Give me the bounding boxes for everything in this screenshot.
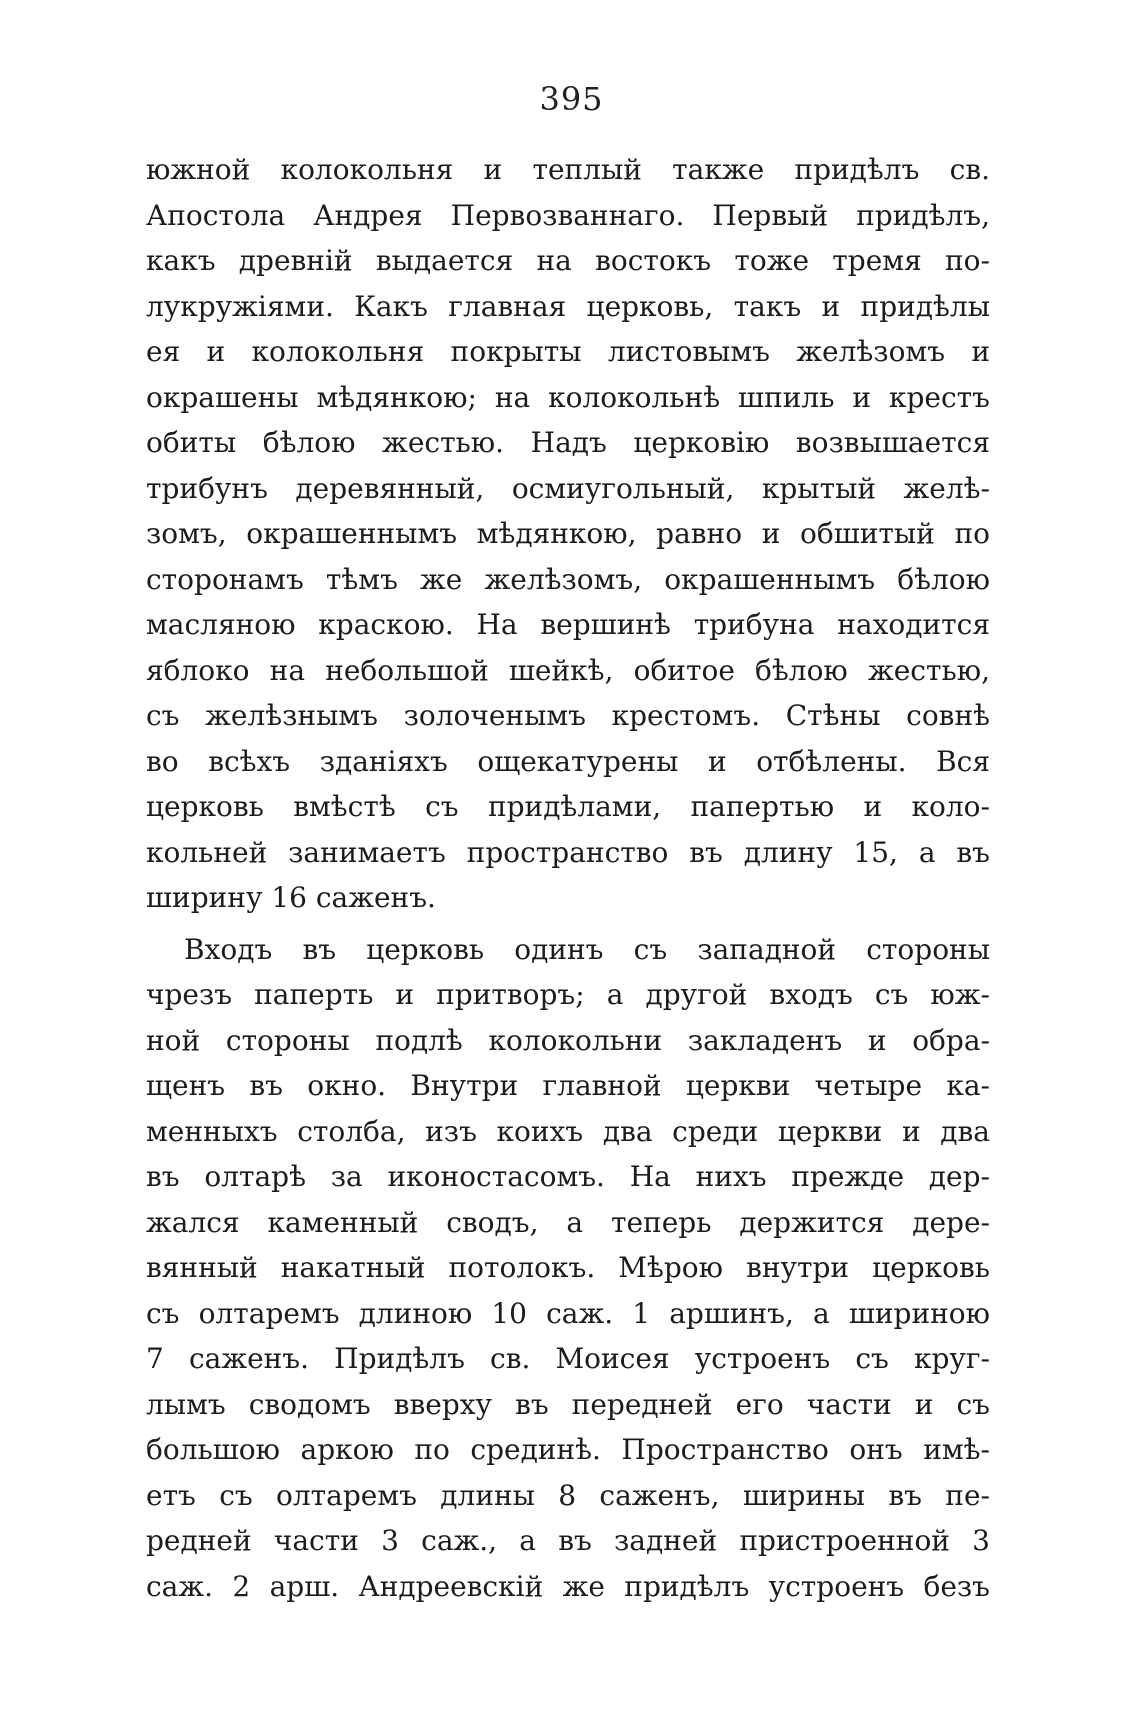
text-line: трибунъ деревянный, осмиугольный, крытый желѣ- [146,471,990,505]
text-line: окрашены мѣдянкою; на колокольнѣ шпиль и крестъ [146,380,990,414]
text-line: вянный накатный потолокъ. Мѣрою внутри церковь [146,1251,990,1284]
body-text [146,147,990,1609]
text-line: лымъ сводомъ вверху въ передней его части и съ [146,1387,990,1421]
text-line: масляною краскою. На вершинѣ трибуна находится [146,608,990,641]
text-line: лукружіями. Какъ главная церковь, такъ и придѣлы [146,289,990,323]
text-line: Входъ въ церковь одинъ съ западной стороны [184,932,990,966]
text-line: съ олтаремъ длиною 10 саж. 1 аршинъ, а шириною [146,1296,990,1330]
text-line: церковь вмѣстѣ съ придѣлами, папертью и коло- [146,790,990,823]
text-line: обиты бѣлою жестью. Надъ церковію возвышается [146,426,990,459]
text-line: редней части 3 саж., а въ задней пристроенной 3 [146,1524,990,1557]
text-line: кольней занимаетъ пространство въ длину 15, а въ [146,835,990,869]
text-line: менныхъ столба, изъ коихъ два среди церкви и два [146,1114,990,1148]
text-line: Апостола Андрея Первозваннаго. Первый придѣлъ, [146,198,990,232]
page-number: 395 [539,80,604,118]
text-line: съ желѣзнымъ золоченымъ крестомъ. Стѣны совнѣ [146,699,990,732]
paragraph [146,147,990,921]
text-line: саж. 2 арш. Андреевскій же придѣлъ устроенъ безъ [146,1569,990,1603]
text-line: яблоко на небольшой шейкѣ, обитое бѣлою жестью, [146,653,990,687]
text-line: южной колокольня и теплый также придѣлъ св. [146,153,990,186]
text-line: жался каменный сводъ, а теперь держится дере- [146,1205,990,1239]
text-line: большою аркою по срединѣ. Пространство онъ имѣ- [146,1433,990,1466]
text-line: въ олтарѣ за иконостасомъ. На нихъ прежде дер- [146,1160,990,1193]
text-line: етъ съ олтаремъ длины 8 саженъ, ширины въ пе- [146,1478,990,1512]
text-line: ея и колокольня покрыты листовымъ желѣзомъ и [146,335,990,368]
text-line: сторонамъ тѣмъ же желѣзомъ, окрашеннымъ бѣлою [146,562,990,596]
text-line: зомъ, окрашеннымъ мѣдянкою, равно и обшитый по [146,517,990,550]
text-line: ширину 16 саженъ. [146,881,436,914]
text-line: щенъ въ окно. Внутри главной церкви четыре ка- [146,1069,990,1102]
text-line: во всѣхъ зданіяхъ ощекатурены и отбѣлены. Вся [146,744,990,778]
paragraph [146,927,990,1610]
text-line: какъ древній выдается на востокъ тоже тремя по- [146,244,990,277]
text-line: 7 саженъ. Придѣлъ св. Моисея устроенъ съ круг- [146,1342,990,1375]
text-line: ной стороны подлѣ колокольни закладенъ и обра- [146,1023,990,1057]
text-line: чрезъ паперть и притворъ; а другой входъ съ юж- [146,978,990,1011]
